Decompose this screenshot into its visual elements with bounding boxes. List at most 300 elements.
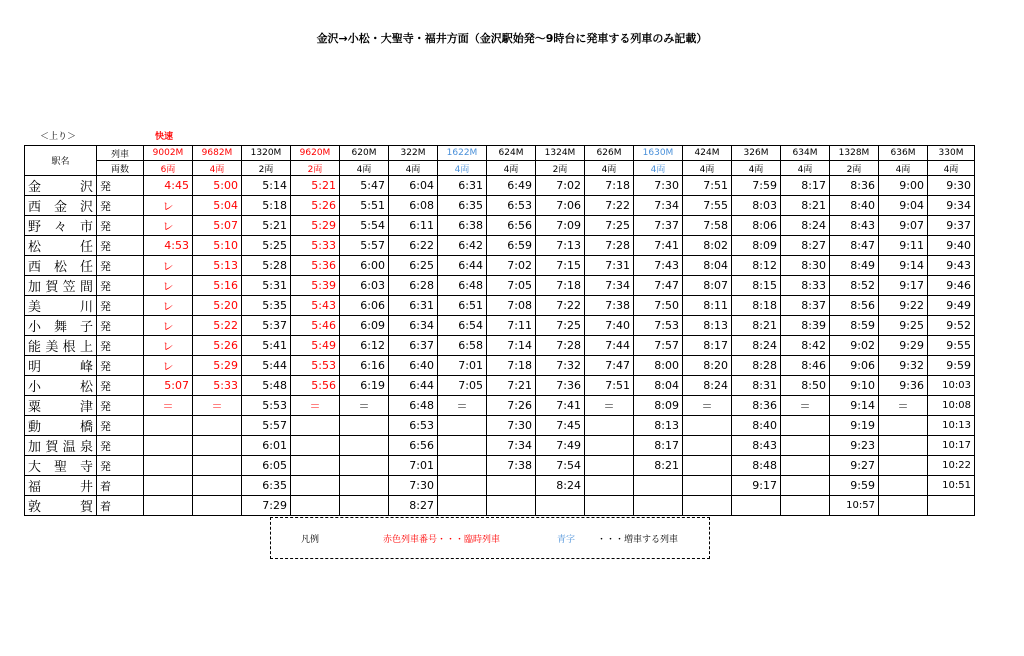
time-cell: 7:05 (438, 376, 487, 396)
station-name-char: 子 (79, 320, 93, 335)
time-cell: 6:53 (389, 416, 438, 436)
time-cell (291, 476, 340, 496)
time-cell: 5:18 (242, 196, 291, 216)
station-name-char: 橋 (79, 420, 93, 435)
time-cell: 9:02 (830, 336, 879, 356)
time-cell: 9:59 (928, 356, 975, 376)
station-name (25, 256, 97, 276)
time-cell (683, 496, 732, 516)
station-name-char: 根 (62, 340, 76, 355)
station-name-char: 敦 (28, 500, 42, 515)
train-number: 626M (585, 146, 634, 161)
station-name-chars (28, 276, 93, 295)
time-cell: 8:36 (830, 176, 879, 196)
direction-note: ＜上り＞ (40, 132, 77, 142)
train-cars: 4両 (487, 161, 536, 176)
time-cell: ＝ (879, 396, 928, 416)
time-cell: 5:21 (242, 216, 291, 236)
train-number: 1320M (242, 146, 291, 161)
time-cell: 5:41 (242, 336, 291, 356)
train-cars: 6両 (144, 161, 193, 176)
station-name-char: 金 (53, 200, 67, 215)
time-cell (193, 436, 242, 456)
time-cell: 5:25 (242, 236, 291, 256)
station-row (25, 216, 975, 236)
time-cell: 9:04 (879, 196, 928, 216)
time-cell: 6:04 (389, 176, 438, 196)
time-cell (193, 476, 242, 496)
station-name-char: 西 (28, 260, 42, 275)
time-cell (438, 416, 487, 436)
time-cell: 7:01 (389, 456, 438, 476)
time-cell: 7:40 (585, 316, 634, 336)
station-name-char: 賀 (45, 280, 59, 295)
station-name-char: 上 (79, 340, 93, 355)
time-cell: 6:37 (389, 336, 438, 356)
time-cell: 7:06 (536, 196, 585, 216)
train-header: 列車 (97, 146, 144, 161)
time-cell: 9:11 (879, 236, 928, 256)
arr-dep-type: 発 (97, 316, 144, 336)
time-cell: 6:56 (389, 436, 438, 456)
station-name-char: 井 (79, 480, 93, 495)
station-name-chars (28, 416, 93, 435)
time-cell: 7:25 (585, 216, 634, 236)
time-cell: 7:49 (536, 436, 585, 456)
time-cell: 9:06 (830, 356, 879, 376)
station-name-char: 任 (79, 260, 93, 275)
train-number: 330M (928, 146, 975, 161)
station-header: 駅名 (25, 146, 97, 176)
time-cell: 5:28 (242, 256, 291, 276)
time-cell: 8:52 (830, 276, 879, 296)
station-name-char: 泉 (79, 440, 93, 455)
station-name-chars (28, 236, 93, 255)
time-cell: 8:18 (732, 296, 781, 316)
time-cell: 7:28 (585, 236, 634, 256)
time-cell: 6:06 (340, 296, 389, 316)
time-cell: 9:34 (928, 196, 975, 216)
train-number: 326M (732, 146, 781, 161)
train-number: 624M (487, 146, 536, 161)
station-name-char: 美 (45, 340, 59, 355)
arr-dep-type: 発 (97, 236, 144, 256)
train-cars: 4両 (683, 161, 732, 176)
station-name (25, 396, 97, 416)
time-cell: レ (144, 216, 193, 236)
station-row (25, 436, 975, 456)
time-cell (438, 436, 487, 456)
station-name-char: 舞 (53, 320, 67, 335)
station-name-char: 加 (28, 440, 42, 455)
time-cell: 9:37 (928, 216, 975, 236)
time-cell: 8:07 (683, 276, 732, 296)
station-name-chars (28, 396, 93, 415)
train-cars: 4両 (634, 161, 683, 176)
time-cell: 5:57 (242, 416, 291, 436)
time-cell: 6:53 (487, 196, 536, 216)
time-cell (487, 496, 536, 516)
time-cell (193, 456, 242, 476)
time-cell: 8:40 (732, 416, 781, 436)
time-cell: 5:44 (242, 356, 291, 376)
time-cell: 7:54 (536, 456, 585, 476)
arr-dep-type: 発 (97, 416, 144, 436)
time-cell: 8:13 (634, 416, 683, 436)
time-cell: 7:41 (634, 236, 683, 256)
time-cell: 6:34 (389, 316, 438, 336)
train-number: 9002M (144, 146, 193, 161)
time-cell (585, 456, 634, 476)
time-cell: 8:04 (683, 256, 732, 276)
time-cell: 8:48 (732, 456, 781, 476)
station-name-chars (28, 196, 93, 215)
arr-dep-type: 発 (97, 456, 144, 476)
time-cell: 8:49 (830, 256, 879, 276)
station-name (25, 176, 97, 196)
time-cell: レ (144, 196, 193, 216)
time-cell: 7:25 (536, 316, 585, 336)
time-cell: 6:22 (389, 236, 438, 256)
time-cell: 6:25 (389, 256, 438, 276)
time-cell: 7:51 (683, 176, 732, 196)
station-name-chars (28, 316, 93, 335)
time-cell: 5:56 (291, 376, 340, 396)
time-cell: レ (144, 256, 193, 276)
time-cell (291, 436, 340, 456)
time-cell: 6:44 (438, 256, 487, 276)
station-name-char: 寺 (79, 460, 93, 475)
time-cell: 9:22 (879, 296, 928, 316)
time-cell: レ (144, 316, 193, 336)
time-cell (438, 496, 487, 516)
time-cell: 6:03 (340, 276, 389, 296)
station-name-chars (28, 436, 93, 455)
time-cell: 8:47 (830, 236, 879, 256)
time-cell: 7:26 (487, 396, 536, 416)
station-name (25, 216, 97, 236)
time-cell: 6:00 (340, 256, 389, 276)
time-cell: ＝ (585, 396, 634, 416)
station-name (25, 356, 97, 376)
legend-red-desc: 赤色列車番号・・・臨時列車 (383, 535, 501, 545)
time-cell: 5:29 (291, 216, 340, 236)
time-cell (879, 416, 928, 436)
time-cell (144, 416, 193, 436)
station-row (25, 276, 975, 296)
time-cell: 7:34 (585, 276, 634, 296)
station-name-chars (28, 456, 93, 475)
time-cell: 5:04 (193, 196, 242, 216)
time-cell: 7:30 (634, 176, 683, 196)
time-cell: 8:33 (781, 276, 830, 296)
time-cell (683, 416, 732, 436)
time-cell: 8:27 (781, 236, 830, 256)
time-cell: 4:45 (144, 176, 193, 196)
station-name (25, 336, 97, 356)
time-cell: 7:47 (634, 276, 683, 296)
time-cell: 9:10 (830, 376, 879, 396)
time-cell: 7:02 (487, 256, 536, 276)
time-cell: 5:20 (193, 296, 242, 316)
arr-dep-type: 発 (97, 436, 144, 456)
time-cell: 8:43 (732, 436, 781, 456)
time-cell (585, 416, 634, 436)
station-name (25, 296, 97, 316)
time-cell (487, 476, 536, 496)
time-cell: 8:43 (830, 216, 879, 236)
station-name-chars (28, 336, 93, 355)
train-cars: 4両 (193, 161, 242, 176)
station-name-char: 聖 (53, 460, 67, 475)
time-cell: 8:46 (781, 356, 830, 376)
train-number: 424M (683, 146, 732, 161)
time-cell (732, 496, 781, 516)
arr-dep-type: 発 (97, 196, 144, 216)
station-row (25, 356, 975, 376)
time-cell: 5:57 (340, 236, 389, 256)
station-name-char: 小 (28, 320, 42, 335)
station-name-char: 大 (28, 460, 42, 475)
time-cell: 5:31 (242, 276, 291, 296)
time-cell: 8:17 (781, 176, 830, 196)
time-cell: 9:49 (928, 296, 975, 316)
station-name (25, 236, 97, 256)
station-name-char: 沢 (79, 180, 93, 195)
time-cell (144, 496, 193, 516)
time-cell: 7:34 (634, 196, 683, 216)
time-cell: 7:55 (683, 196, 732, 216)
train-cars: 2両 (291, 161, 340, 176)
time-cell: レ (144, 336, 193, 356)
time-cell: 7:43 (634, 256, 683, 276)
time-cell: 8:21 (634, 456, 683, 476)
time-cell: 8:37 (781, 296, 830, 316)
time-cell: 8:00 (634, 356, 683, 376)
time-cell: 10:13 (928, 416, 975, 436)
time-cell: 5:07 (144, 376, 193, 396)
time-cell (536, 496, 585, 516)
time-cell: 8:36 (732, 396, 781, 416)
time-cell (193, 496, 242, 516)
time-cell: 7:01 (438, 356, 487, 376)
time-cell: 8:21 (781, 196, 830, 216)
station-name (25, 196, 97, 216)
legend-blue-desc: ・・・増車する列車 (597, 535, 679, 545)
time-cell: 7:29 (242, 496, 291, 516)
header-row-cars (25, 161, 975, 176)
time-cell: 5:54 (340, 216, 389, 236)
arr-dep-type: 着 (97, 476, 144, 496)
time-cell: 5:22 (193, 316, 242, 336)
station-row (25, 376, 975, 396)
time-cell: 6:31 (389, 296, 438, 316)
station-name-char: 川 (79, 300, 93, 315)
time-cell: 6:56 (487, 216, 536, 236)
time-cell: 8:09 (634, 396, 683, 416)
time-cell: 7:30 (487, 416, 536, 436)
train-cars: 4両 (928, 161, 975, 176)
time-cell (683, 436, 732, 456)
time-cell: 7:38 (585, 296, 634, 316)
time-cell: 9:19 (830, 416, 879, 436)
time-cell (438, 456, 487, 476)
time-cell: 9:36 (879, 376, 928, 396)
time-cell: 7:11 (487, 316, 536, 336)
time-cell: 10:03 (928, 376, 975, 396)
train-number: 1328M (830, 146, 879, 161)
arr-dep-type: 発 (97, 276, 144, 296)
time-cell: 8:40 (830, 196, 879, 216)
time-cell: 7:44 (585, 336, 634, 356)
timetable (24, 145, 975, 516)
train-number: 1324M (536, 146, 585, 161)
time-cell (879, 436, 928, 456)
station-row (25, 416, 975, 436)
time-cell: 5:46 (291, 316, 340, 336)
time-cell (144, 456, 193, 476)
time-cell: 6:38 (438, 216, 487, 236)
station-row (25, 456, 975, 476)
station-name-char: 動 (28, 420, 42, 435)
time-cell: レ (144, 296, 193, 316)
station-name-chars (28, 216, 93, 235)
time-cell: 8:59 (830, 316, 879, 336)
station-row (25, 296, 975, 316)
time-cell: 7:05 (487, 276, 536, 296)
time-cell (683, 476, 732, 496)
time-cell: 6:51 (438, 296, 487, 316)
train-cars: 4両 (389, 161, 438, 176)
station-name-char: 賀 (79, 500, 93, 515)
station-name-chars (28, 176, 93, 195)
time-cell: 7:41 (536, 396, 585, 416)
station-name (25, 316, 97, 336)
station-name-chars (28, 496, 93, 515)
time-cell: 6:31 (438, 176, 487, 196)
time-cell (340, 456, 389, 476)
arr-dep-type: 着 (97, 496, 144, 516)
time-cell (781, 476, 830, 496)
time-cell: 6:54 (438, 316, 487, 336)
time-cell: ＝ (291, 396, 340, 416)
time-cell: 8:04 (634, 376, 683, 396)
time-cell: ＝ (340, 396, 389, 416)
station-row (25, 336, 975, 356)
station-name-char: 間 (79, 280, 93, 295)
station-name-char: 金 (28, 180, 42, 195)
time-cell: 6:35 (438, 196, 487, 216)
train-cars: 4両 (340, 161, 389, 176)
time-cell: 6:48 (389, 396, 438, 416)
arr-dep-type: 発 (97, 176, 144, 196)
train-cars: 4両 (585, 161, 634, 176)
station-row (25, 196, 975, 216)
time-cell: ＝ (781, 396, 830, 416)
time-cell (781, 496, 830, 516)
time-cell: 9:55 (928, 336, 975, 356)
time-cell: 7:32 (536, 356, 585, 376)
time-cell: 5:35 (242, 296, 291, 316)
time-cell: 7:13 (536, 236, 585, 256)
time-cell: 8:30 (781, 256, 830, 276)
time-cell: 6:08 (389, 196, 438, 216)
time-cell: ＝ (683, 396, 732, 416)
time-cell: 8:11 (683, 296, 732, 316)
time-cell: 5:26 (193, 336, 242, 356)
time-cell: 7:15 (536, 256, 585, 276)
header-row-trains (25, 146, 975, 161)
time-cell: 7:18 (585, 176, 634, 196)
time-cell: 7:45 (536, 416, 585, 436)
station-name-char: 小 (28, 380, 42, 395)
station-name (25, 496, 97, 516)
train-cars: 4両 (438, 161, 487, 176)
station-name-char: 松 (28, 240, 42, 255)
time-cell: 7:34 (487, 436, 536, 456)
station-row (25, 256, 975, 276)
time-cell: 5:21 (291, 176, 340, 196)
time-cell: 9:52 (928, 316, 975, 336)
time-cell: 5:14 (242, 176, 291, 196)
time-cell: 8:06 (732, 216, 781, 236)
station-name-char: 加 (28, 280, 42, 295)
station-name-char: 温 (62, 440, 76, 455)
time-cell: 6:12 (340, 336, 389, 356)
time-cell: 8:42 (781, 336, 830, 356)
time-cell: 9:17 (732, 476, 781, 496)
time-cell: 5:47 (340, 176, 389, 196)
train-cars: 2両 (536, 161, 585, 176)
time-cell: 7:22 (585, 196, 634, 216)
time-cell: 7:38 (487, 456, 536, 476)
arr-dep-type: 発 (97, 376, 144, 396)
time-cell: 5:33 (291, 236, 340, 256)
time-cell: 6:40 (389, 356, 438, 376)
time-cell: 4:53 (144, 236, 193, 256)
time-cell: 6:59 (487, 236, 536, 256)
time-cell (781, 416, 830, 436)
time-cell: 7:58 (683, 216, 732, 236)
time-cell (634, 496, 683, 516)
time-cell: 5:26 (291, 196, 340, 216)
time-cell: 5:53 (242, 396, 291, 416)
time-cell: 7:08 (487, 296, 536, 316)
cars-header: 両数 (97, 161, 144, 176)
time-cell: 9:25 (879, 316, 928, 336)
train-cars: 4両 (732, 161, 781, 176)
station-name-char: 市 (79, 220, 93, 235)
train-cars: 2両 (830, 161, 879, 176)
time-cell: 9:46 (928, 276, 975, 296)
time-cell (340, 496, 389, 516)
time-cell (879, 456, 928, 476)
station-row (25, 396, 975, 416)
time-cell: 5:49 (291, 336, 340, 356)
time-cell: 7:47 (585, 356, 634, 376)
station-name (25, 416, 97, 436)
time-cell: 6:35 (242, 476, 291, 496)
time-cell: 7:14 (487, 336, 536, 356)
time-cell: 7:37 (634, 216, 683, 236)
station-name-chars (28, 376, 93, 395)
time-cell: 5:51 (340, 196, 389, 216)
station-name-char: 沢 (79, 200, 93, 215)
time-cell: 8:24 (683, 376, 732, 396)
time-cell: 8:12 (732, 256, 781, 276)
time-cell: 9:40 (928, 236, 975, 256)
arr-dep-type: 発 (97, 256, 144, 276)
